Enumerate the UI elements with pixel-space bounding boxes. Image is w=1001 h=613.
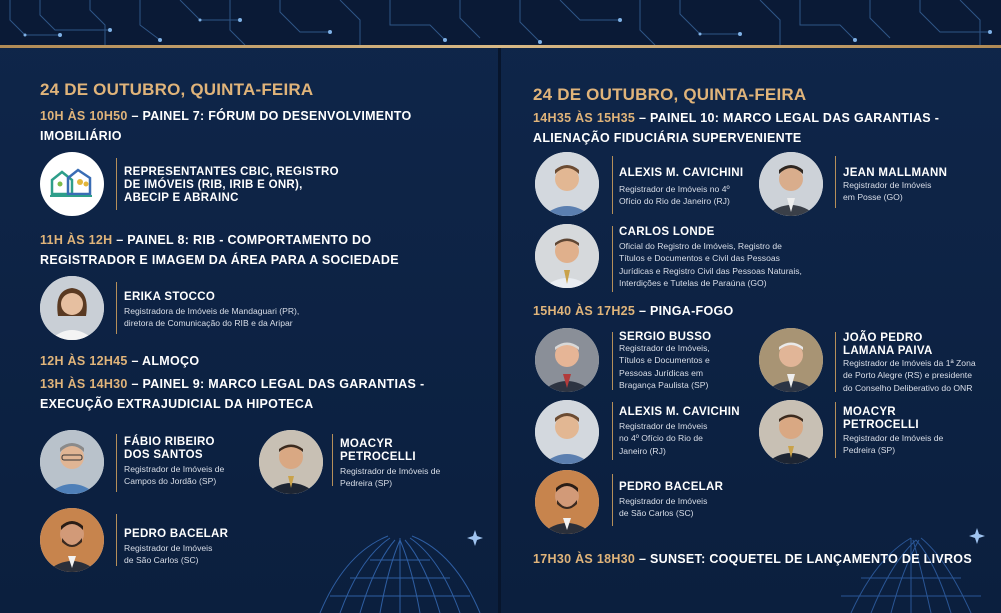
pedro2-desc-line1: Registrador de Imóveis: [619, 496, 708, 506]
fabio-desc-line2: Campos do Jordão (SP): [124, 476, 217, 487]
speaker-desc-pedro-2: [619, 495, 759, 520]
speaker-desc-fabio: [124, 463, 254, 488]
speaker-desc-pedro: [124, 542, 254, 567]
cathedral-decoration: [821, 468, 1001, 613]
speaker-name-joao: [843, 332, 933, 358]
moacyr2-name-line2: PETROCELLI: [843, 419, 919, 431]
erika-desc-line1: Registradora de Imóveis de Mandaguari (PR),: [124, 306, 300, 316]
representatives-line-3: ABECIP E ABRAINC: [124, 192, 239, 204]
moacyr-desc-line2: Pedreira (SP): [340, 478, 393, 489]
panel-7-title-line2: IMOBILIÁRIO: [40, 129, 122, 143]
speaker-desc-joao: [843, 357, 993, 394]
panel-9-title: – PAINEL 9: MARCO LEGAL DAS GARANTIAS -: [127, 377, 425, 391]
speaker-name-moacyr-2: [843, 406, 919, 432]
speaker-desc-carlos: [619, 240, 839, 290]
star-sparkle-icon: [467, 530, 483, 546]
speaker-divider-line: [612, 226, 613, 292]
speaker-divider-line: [116, 282, 117, 334]
alexis2-desc-line1: Registrador de Imóveis: [619, 421, 708, 431]
panel-8-heading: [40, 230, 490, 270]
erika-desc-line2: diretora de Comunicação do RIB e da Aripar: [124, 318, 293, 329]
pedro-desc-line2: de São Carlos (SC): [124, 555, 199, 566]
star-sparkle-icon: [969, 528, 985, 544]
joao-desc-line2: de Porto Alegre (RS) e presidente: [843, 370, 972, 381]
lunch-title: – ALMOÇO: [127, 354, 200, 368]
moacyr2-desc-line2: Pedreira (SP): [843, 445, 896, 456]
speaker-name-erika: ERIKA STOCCO: [124, 291, 216, 303]
cathedral-decoration: [300, 478, 498, 613]
speaker-divider-line: [116, 434, 117, 492]
pedro2-desc-line2: de São Carlos (SC): [619, 508, 694, 519]
panel-7-title: – PAINEL 7: FÓRUM DO DESENVOLVIMENTO: [127, 109, 412, 123]
moacyr2-name-line1: MOACYR: [843, 406, 896, 418]
carlos-desc-line3: Jurídicas e Registro Civil das Pessoas Naturais,: [619, 265, 802, 276]
speaker-name-fabio: [124, 436, 215, 462]
speaker-avatar-sergio: [535, 328, 599, 392]
speaker-divider-line: [116, 514, 117, 566]
houses-logo-icon: [40, 152, 104, 216]
sergio-desc-line3: Pessoas Jurídicas em: [619, 367, 704, 378]
panel-10-heading: [533, 108, 993, 148]
joao-name-line2: LAMANA PAIVA: [843, 345, 933, 357]
speaker-name-pedro-2: PEDRO BACELAR: [619, 481, 724, 493]
speaker-avatar-jean: [759, 152, 823, 216]
pinga-fogo-time: 15H40 ÀS 17H25: [533, 304, 636, 318]
speaker-divider-line: [612, 402, 613, 460]
lunch-heading: [40, 351, 199, 371]
panel-9-time: 13H ÀS 14H30: [40, 377, 128, 391]
panel-9-title-line2: EXECUÇÃO EXTRAJUDICIAL DA HIPOTECA: [40, 397, 314, 411]
panel-10-time: 14H35 ÀS 15H35: [533, 111, 636, 125]
panel-8-time: 11H ÀS 12H: [40, 233, 113, 247]
sergio-desc-line2: Títulos e Documentos e: [619, 355, 710, 366]
speaker-avatar-moacyr-2: [759, 400, 823, 464]
panel-7-heading: [40, 106, 480, 146]
speaker-avatar-fabio: [40, 430, 104, 494]
sunset-heading: [533, 549, 993, 569]
moacyr-name-line1: MOACYR: [340, 438, 393, 450]
jean-desc-line2: em Posse (GO): [843, 192, 903, 203]
speaker-name-alexis: ALEXIS M. CAVICHINI: [619, 167, 744, 179]
speaker-divider-line: [116, 158, 117, 210]
speaker-avatar-pedro-2: [535, 470, 599, 534]
speaker-name-pedro: PEDRO BACELAR: [124, 528, 229, 540]
pinga-fogo-title: – PINGA-FOGO: [635, 304, 734, 318]
lunch-time: 12H ÀS 12H45: [40, 354, 128, 368]
speaker-avatar-alexis: [535, 152, 599, 216]
representatives-line-2: DE IMÓVEIS (RIB, IRIB E ONR),: [124, 179, 303, 191]
moacyr-desc-line1: Registrador de Imóveis de: [340, 466, 441, 476]
speaker-name-carlos: CARLOS LONDE: [619, 226, 715, 238]
sunset-title: – SUNSET: COQUETEL DE LANÇAMENTO DE LIVROS: [635, 552, 972, 566]
sunset-time: 17H30 ÀS 18H30: [533, 552, 636, 566]
panel-10-title: – PAINEL 10: MARCO LEGAL DAS GARANTIAS -: [635, 111, 940, 125]
pedro-desc-line1: Registrador de Imóveis: [124, 543, 213, 553]
speaker-avatar-joao: [759, 328, 823, 392]
speaker-avatar-alexis-2: [535, 400, 599, 464]
carlos-desc-line2: Títulos e Documentos e Civil das Pessoas: [619, 253, 780, 264]
speaker-desc-alexis: [619, 183, 759, 208]
circuit-pattern-decoration: [0, 0, 1001, 48]
carlos-desc-line4: Interdições e Tutelas de Paraúna (GO): [619, 278, 767, 289]
speaker-desc-jean: [843, 179, 983, 204]
jean-desc-line1: Registrador de Imóveis: [843, 180, 932, 190]
speaker-desc-alexis-2: [619, 420, 759, 457]
fabio-name-line2: DOS SANTOS: [124, 449, 203, 461]
speaker-name-jean: JEAN MALLMANN: [843, 167, 948, 179]
speaker-divider-line: [835, 332, 836, 392]
speaker-divider-line: [612, 474, 613, 526]
pinga-fogo-heading: [533, 301, 734, 321]
speaker-name-sergio: SERGIO BUSSO: [619, 331, 712, 343]
panel-8-title-line2: REGISTRADOR E IMAGEM DA ÁREA PARA A SOCIEDADE: [40, 253, 399, 267]
panel-9-heading: [40, 374, 490, 414]
speaker-avatar-erika: [40, 276, 104, 340]
speaker-divider-line: [835, 156, 836, 208]
day-heading: 24 DE OUTUBRO, QUINTA-FEIRA: [40, 80, 314, 99]
alexis-desc-line2: Ofício do Rio de Janeiro (RJ): [619, 196, 730, 207]
speaker-divider-line: [835, 402, 836, 458]
speaker-desc-moacyr-2: [843, 432, 983, 457]
speaker-divider-line: [612, 156, 613, 214]
right-schedule-column: [501, 48, 1001, 613]
panel-7-time: 10H ÀS 10H50: [40, 109, 128, 123]
speaker-desc-erika: [124, 305, 384, 330]
panel-10-title-line2: ALIENAÇÃO FIDUCIÁRIA SUPERVENIENTE: [533, 131, 802, 145]
panel-7-representatives: [124, 166, 344, 205]
day-heading: 24 DE OUTUBRO, QUINTA-FEIRA: [533, 85, 807, 104]
alexis-desc-line1: Registrador de Imóveis no 4º: [619, 184, 730, 194]
speaker-avatar-pedro: [40, 508, 104, 572]
speaker-name-alexis-2: ALEXIS M. CAVICHIN: [619, 406, 740, 418]
representatives-line-1: REPRESENTANTES CBIC, REGISTRO: [124, 166, 339, 178]
joao-desc-line1: Registrador de Imóveis da 1ª Zona: [843, 358, 976, 368]
sergio-desc-line4: Bragança Paulista (SP): [619, 380, 709, 391]
sergio-desc-line1: Registrador de Imóveis,: [619, 343, 710, 353]
speaker-desc-sergio: [619, 342, 759, 392]
fabio-desc-line1: Registrador de Imóveis de: [124, 464, 225, 474]
carlos-desc-line1: Oficial do Registro de Imóveis, Registro de: [619, 241, 782, 251]
alexis2-desc-line3: Janeiro (RJ): [619, 445, 666, 456]
panel-8-title: – PAINEL 8: RIB - COMPORTAMENTO DO: [112, 233, 372, 247]
moacyr2-desc-line1: Registrador de Imóveis de: [843, 433, 944, 443]
speaker-divider-line: [612, 332, 613, 390]
moacyr-name-line2: PETROCELLI: [340, 451, 416, 463]
joao-name-line1: JOÃO PEDRO: [843, 332, 923, 344]
speaker-avatar-carlos: [535, 224, 599, 288]
left-schedule-column: [0, 48, 498, 613]
alexis2-desc-line2: no 4º Ofício do Rio de: [619, 433, 703, 444]
joao-desc-line3: do Conselho Deliberativo do ONR: [843, 382, 973, 393]
speaker-name-moacyr: [340, 438, 416, 464]
fabio-name-line1: FÁBIO RIBEIRO: [124, 436, 215, 448]
